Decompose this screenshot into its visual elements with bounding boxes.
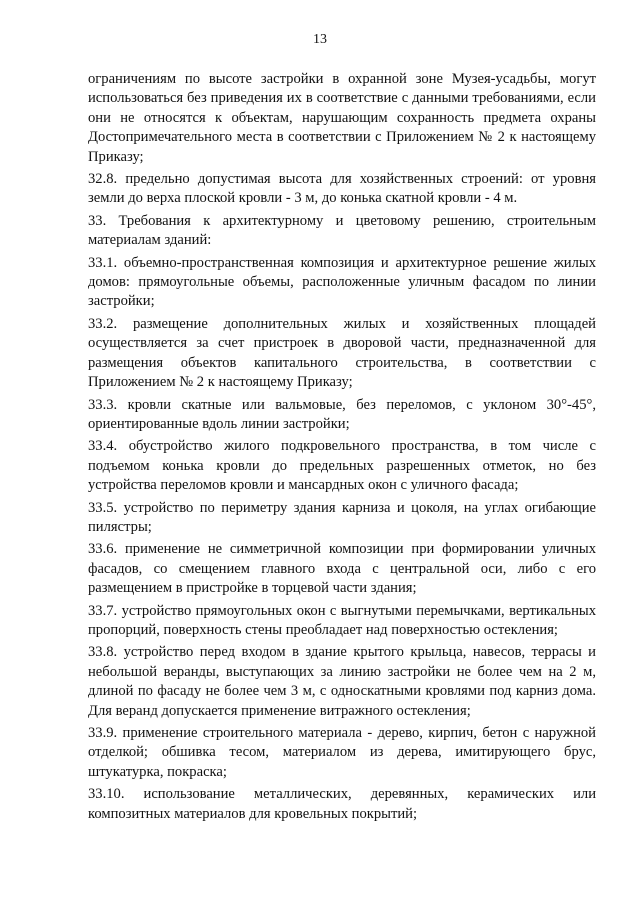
paragraph-33-3: 33.3. кровли скатные или вальмовые, без переломов, с уклоном 30°-45°, ориентированные вдоль линии застройки; [88, 396, 596, 432]
paragraph-33-2: 33.2. размещение дополнительных жилых и хозяйственных площадей осуществляется за счет пристроек в дворовой части, предназначенной для размещения объектов капитального строительства, в соответствии с Приложением № 2 к настоящему Приказу; [88, 315, 596, 391]
paragraph-continuation: ограничениям по высоте застройки в охранной зоне Музея-усадьбы, могут использоваться без приведения их в соответствие с данными требованиями, если они не относятся к объектам, нарушающим сохранность предмета охраны Достопримечательного места в соответствии с Приложением № 2 к настоящему Приказу; [88, 71, 596, 165]
paragraph-33-9: 33.9. применение строительного материала - дерево, кирпич, бетон с наружной отделкой; обшивка тесом, материалом из дерева, имитирующего брус, штукатурка, покраска; [88, 725, 596, 780]
page-number: 13 [313, 32, 327, 47]
paragraph-33-6: 33.6. применение не симметричной композиции при формировании уличных фасадов, со смещением главного входа с центральной оси, либо с его размещением в пристройке в торцевой части здания; [88, 541, 596, 597]
paragraph-33-8: 33.8. устройство перед входом в здание крытого крыльца, навесов, террасы и небольшой веранды, выступающих за линию застройки не более чем на 2 м, длиной по фасаду не более чем 3 м, с односкатными кровлями под карниз дома. Для веранд допускается применение витражного остекления; [88, 644, 596, 719]
paragraph-33-5: 33.5. устройство по периметру здания карниза и цоколя, на углах огибающие пилястры; [88, 499, 596, 535]
paragraph-33-4: 33.4. обустройство жилого подкровельного пространства, в том числе с подъемом конька кровли до предельных разрешенных отметок, но без устройства переломов кровли и мансардных окон с уличного фасада; [88, 438, 596, 494]
paragraph-33-7: 33.7. устройство прямоугольных окон с выгнутыми перемычками, вертикальных пропорций, поверхность стены преобладает над поверхностью остекления; [88, 602, 596, 638]
paragraph-33-1: 33.1. объемно-пространственная композиция и архитектурное решение жилых домов: прямоугольные объемы, расположенные уличным фасадом по линии застройки; [88, 254, 596, 310]
paragraph-33: 33. Требования к архитектурному и цветовому решению, строительным материалам зданий: [88, 212, 596, 249]
document-body [88, 70, 596, 827]
paragraph-32-8: 32.8. предельно допустимая высота для хозяйственных строений: от уровня земли до верха плоской кровли - 3 м, до конька скатной кровли - 4 м. [88, 171, 596, 207]
paragraph-33-10: 33.10. использование металлических, деревянных, керамических или композитных материалов для кровельных покрытий; [88, 786, 596, 822]
